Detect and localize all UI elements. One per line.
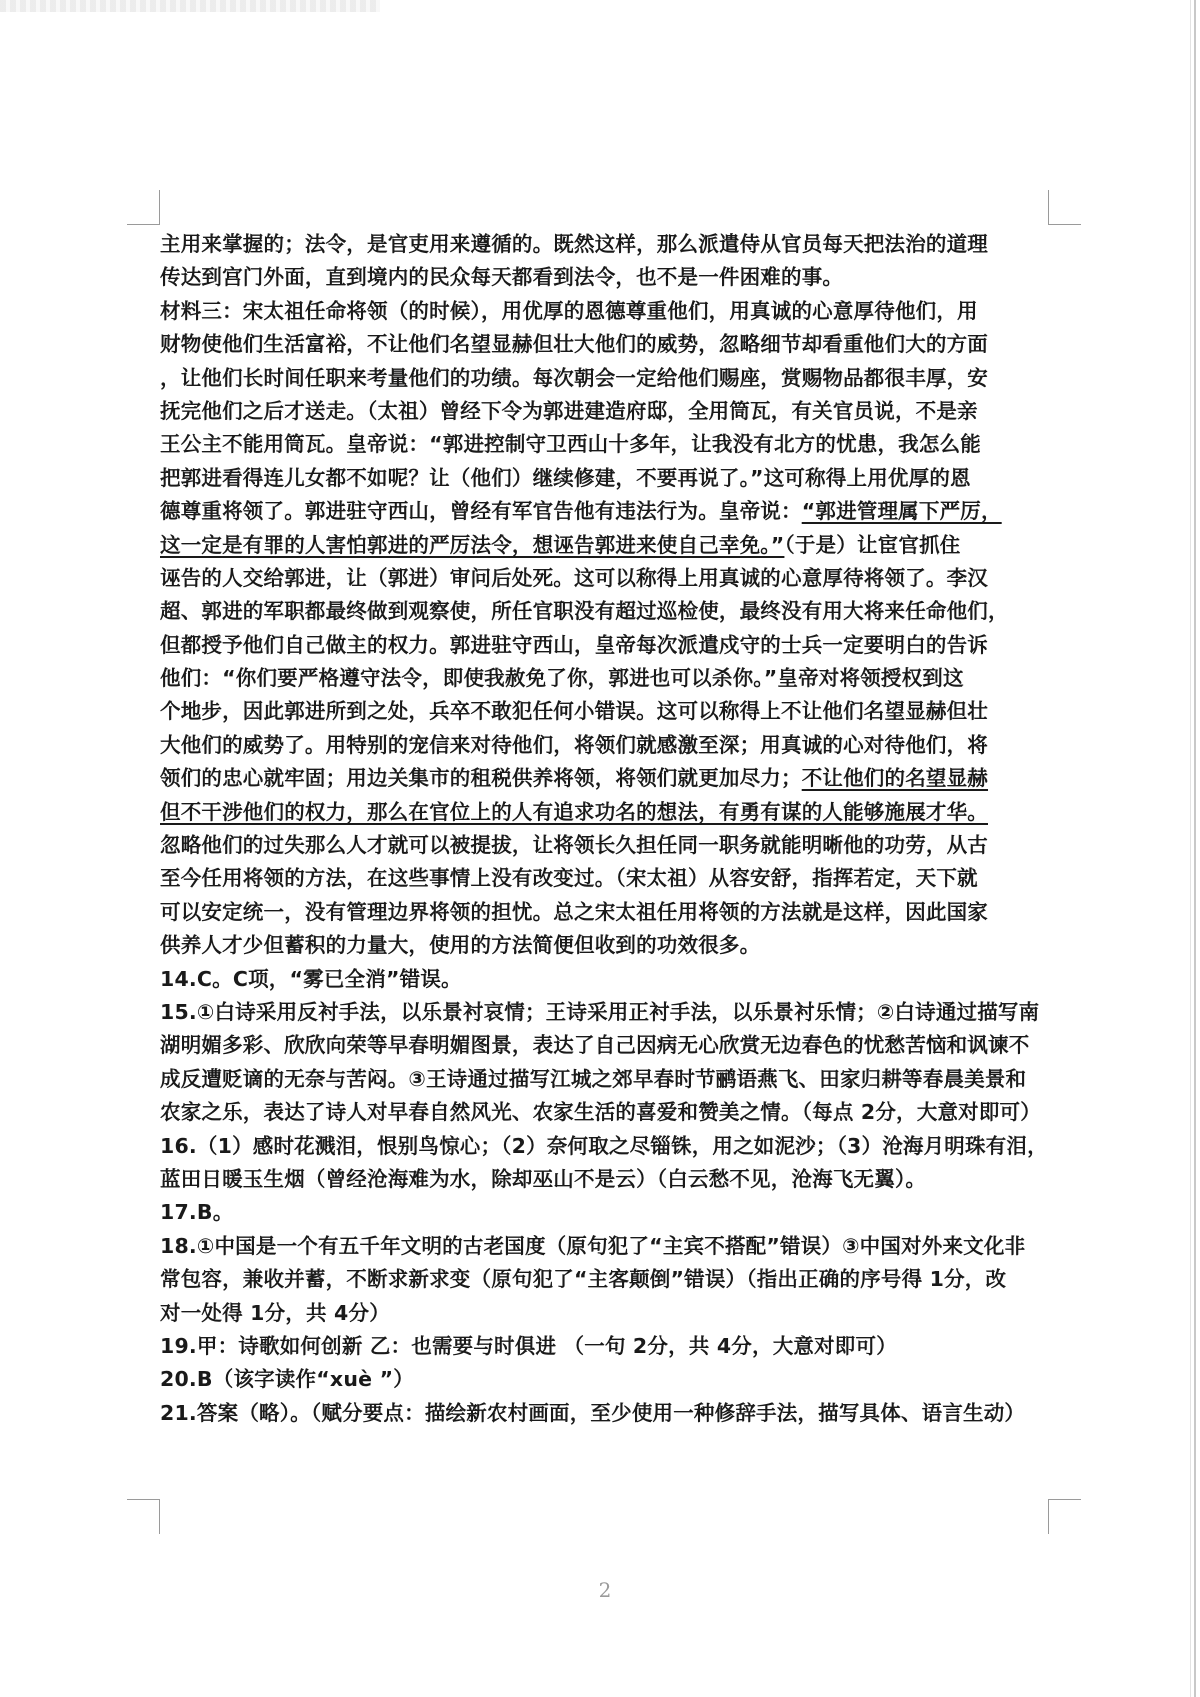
text-line	[160, 1063, 1060, 1096]
text-line	[160, 1397, 1060, 1430]
text-line	[160, 261, 1060, 294]
text-line	[160, 395, 1060, 428]
text-line	[160, 1297, 1060, 1330]
line-text: 个地步，因此郭进所到之处，兵卒不敢犯任何小错误。这可以称得上不让他们名望显赫但壮	[160, 699, 988, 724]
text-line	[160, 1363, 1060, 1396]
line-text: 至今任用将领的方法，在这些事情上没有改变过。（宋太祖）从容安舒，指挥若定，天下就	[160, 866, 978, 891]
text-line	[160, 796, 1060, 829]
text-line	[160, 1330, 1060, 1363]
scan-artifact-strip	[0, 0, 380, 12]
text-line	[160, 963, 1060, 996]
crop-mark-top-left	[127, 190, 160, 225]
text-line	[160, 1263, 1060, 1296]
line-text: 财物使他们生活富裕，不让他们名望显赫但壮大他们的威势，忽略细节却看重他们大的方面	[160, 332, 988, 357]
text-line	[160, 662, 1060, 695]
text-line	[160, 1096, 1060, 1129]
line-text: 领们的忠心就牢固；用边关集市的租税供养将领，将领们就更加尽力；	[160, 766, 802, 791]
text-line	[160, 1163, 1060, 1196]
text-line	[160, 328, 1060, 361]
text-line	[160, 529, 1060, 562]
text-line	[160, 829, 1060, 862]
text-line	[160, 729, 1060, 762]
text-line	[160, 1130, 1060, 1163]
line-text: 主用来掌握的；法令，是官吏用来遵循的。既然这样，那么派遣侍从官员每天把法治的道理	[160, 232, 988, 256]
crop-mark-bottom-left	[127, 1499, 160, 1534]
line-text: 19.甲：诗歌如何创新 乙：也需要与时俱进 （一句 2分，共 4分，大意对即可）	[160, 1333, 897, 1358]
text-line	[160, 762, 1060, 795]
line-text: 超、郭进的军职都最终做到观察使，所任官职没有超过巡检使，最终没有用大将来任命他们，	[160, 599, 1009, 624]
line-text: 16.（1）感时花溅泪，恨别鸟惊心；（2）奈何取之尽锱铢，用之如泥沙；（3）沧海月明珠有泪，	[160, 1133, 1048, 1158]
underlined-text: 不让他们的名望显赫	[801, 766, 989, 791]
line-text: 供养人才少但蓄积的力量大，使用的方法简便但收到的功效很多。	[160, 933, 761, 958]
text-line	[160, 1230, 1060, 1263]
line-text: 忽略他们的过失那么人才就可以被提拔，让将领长久担任同一职务就能明晰他的功劳，从古	[160, 833, 988, 858]
line-text: 农家之乐，表达了诗人对早春自然风光、农家生活的喜爱和赞美之情。（每点 2分，大意对即可）	[160, 1100, 1041, 1125]
line-text: 德尊重将领了。郭进驻守西山，曾经有军官告他有违法行为。皇帝说：	[160, 499, 802, 524]
line-text: 王公主不能用筒瓦。皇帝说：“郭进控制守卫西山十多年，让我没有北方的忧患，我怎么能	[160, 432, 981, 457]
line-text: 蓝田日暖玉生烟（曾经沧海难为水，除却巫山不是云）（白云愁不见，沧海飞无翼）。	[160, 1166, 927, 1191]
line-text: 17.B。	[160, 1200, 234, 1225]
text-line	[160, 896, 1060, 929]
text-line	[160, 929, 1060, 962]
text-line	[160, 462, 1060, 495]
line-text: 抚完他们之后才送走。（太祖）曾经下令为郭进建造府邸，全用筒瓦，有关官员说，不是亲	[160, 398, 978, 423]
text-line	[160, 629, 1060, 662]
line-text: 材料三：宋太祖任命将领（的时候），用优厚的恩德尊重他们，用真诚的心意厚待他们，用	[160, 298, 978, 323]
text-line	[160, 495, 1060, 528]
text-line	[160, 695, 1060, 728]
line-text: 21.答案（略）。（赋分要点：描绘新农村画面，至少使用一种修辞手法，描写具体、语言生动）	[160, 1400, 1026, 1425]
page-number: 2	[598, 1578, 612, 1602]
line-text: ，让他们长时间任职来考量他们的功绩。每次朝会一定给他们赐座，赏赐物品都很丰厚，安	[160, 365, 988, 390]
answer-text-body	[160, 228, 1060, 1430]
line-text: 18.①中国是一个有五千年文明的古老国度（原句犯了“主宾不搭配”错误）③中国对外来文化非	[160, 1233, 1026, 1258]
line-text: 传达到宫门外面，直到境内的民众每天都看到法令，也不是一件困难的事。	[160, 265, 844, 290]
line-text: 大他们的威势了。用特别的宠信来对待他们，将领们就感激至深；用真诚的心对待他们，将	[160, 732, 988, 757]
underlined-text: 这一定是有罪的人害怕郭进的严厉法令，想诬告郭进来使自己幸免。”	[160, 532, 785, 557]
line-text-after: （于是）让宦官抓住	[784, 532, 961, 557]
underlined-text: “郭进管理属下严厉，	[801, 499, 1002, 524]
line-text: 湖明媚多彩、欣欣向荣等早春明媚图景，表达了自己因病无心欣赏无边春色的忧愁苦恼和讽谏不	[160, 1033, 1030, 1058]
line-text: 15.①白诗采用反衬手法，以乐景衬哀情；王诗采用正衬手法，以乐景衬乐情；②白诗通过描写南	[160, 999, 1040, 1024]
underlined-text: 但不干涉他们的权力，那么在官位上的人有追求功名的想法，有勇有谋的人能够施展才华。	[160, 799, 988, 824]
line-text: 20.B（该字读作“xuè ”）	[160, 1367, 414, 1392]
text-line	[160, 595, 1060, 628]
line-text: 成反遭贬谪的无奈与苦闷。③王诗通过描写江城之郊早春时节鹂语燕飞、田家归耕等春晨美景和	[160, 1066, 1027, 1091]
line-text: 常包容，兼收并蓄，不断求新求变（原句犯了“主客颠倒”错误）（指出正确的序号得 1分，改	[160, 1267, 1007, 1292]
line-text: 把郭进看得连儿女都不如呢？让（他们）继续修建，不要再说了。”这可称得上用优厚的恩	[160, 465, 971, 490]
page-right-border	[1194, 0, 1196, 1697]
crop-mark-bottom-right	[1048, 1499, 1081, 1534]
text-line	[160, 1196, 1060, 1229]
line-text: 可以安定统一，没有管理边界将领的担忧。总之宋太祖任用将领的方法就是这样，因此国家	[160, 899, 988, 924]
text-line	[160, 1029, 1060, 1062]
text-line	[160, 295, 1060, 328]
text-line	[160, 362, 1060, 395]
text-line	[160, 428, 1060, 461]
line-text: 对一处得 1分，共 4分）	[160, 1300, 390, 1325]
text-line	[160, 996, 1060, 1029]
crop-mark-top-right	[1048, 190, 1081, 225]
line-text: 诬告的人交给郭进，让（郭进）审问后处死。这可以称得上用真诚的心意厚待将领了。李汉	[160, 565, 988, 590]
page-right-border-inner	[1190, 0, 1191, 1697]
line-text: 14.C。C项，“雾已全消”错误。	[160, 966, 462, 991]
text-line	[160, 562, 1060, 595]
line-text: 他们：“你们要严格遵守法令，即使我赦免了你，郭进也可以杀你。”皇帝对将领授权到这	[160, 666, 964, 691]
line-text: 但都授予他们自己做主的权力。郭进驻守西山，皇帝每次派遣戍守的士兵一定要明白的告诉	[160, 632, 988, 657]
text-line	[160, 862, 1060, 895]
text-line	[160, 228, 1060, 261]
